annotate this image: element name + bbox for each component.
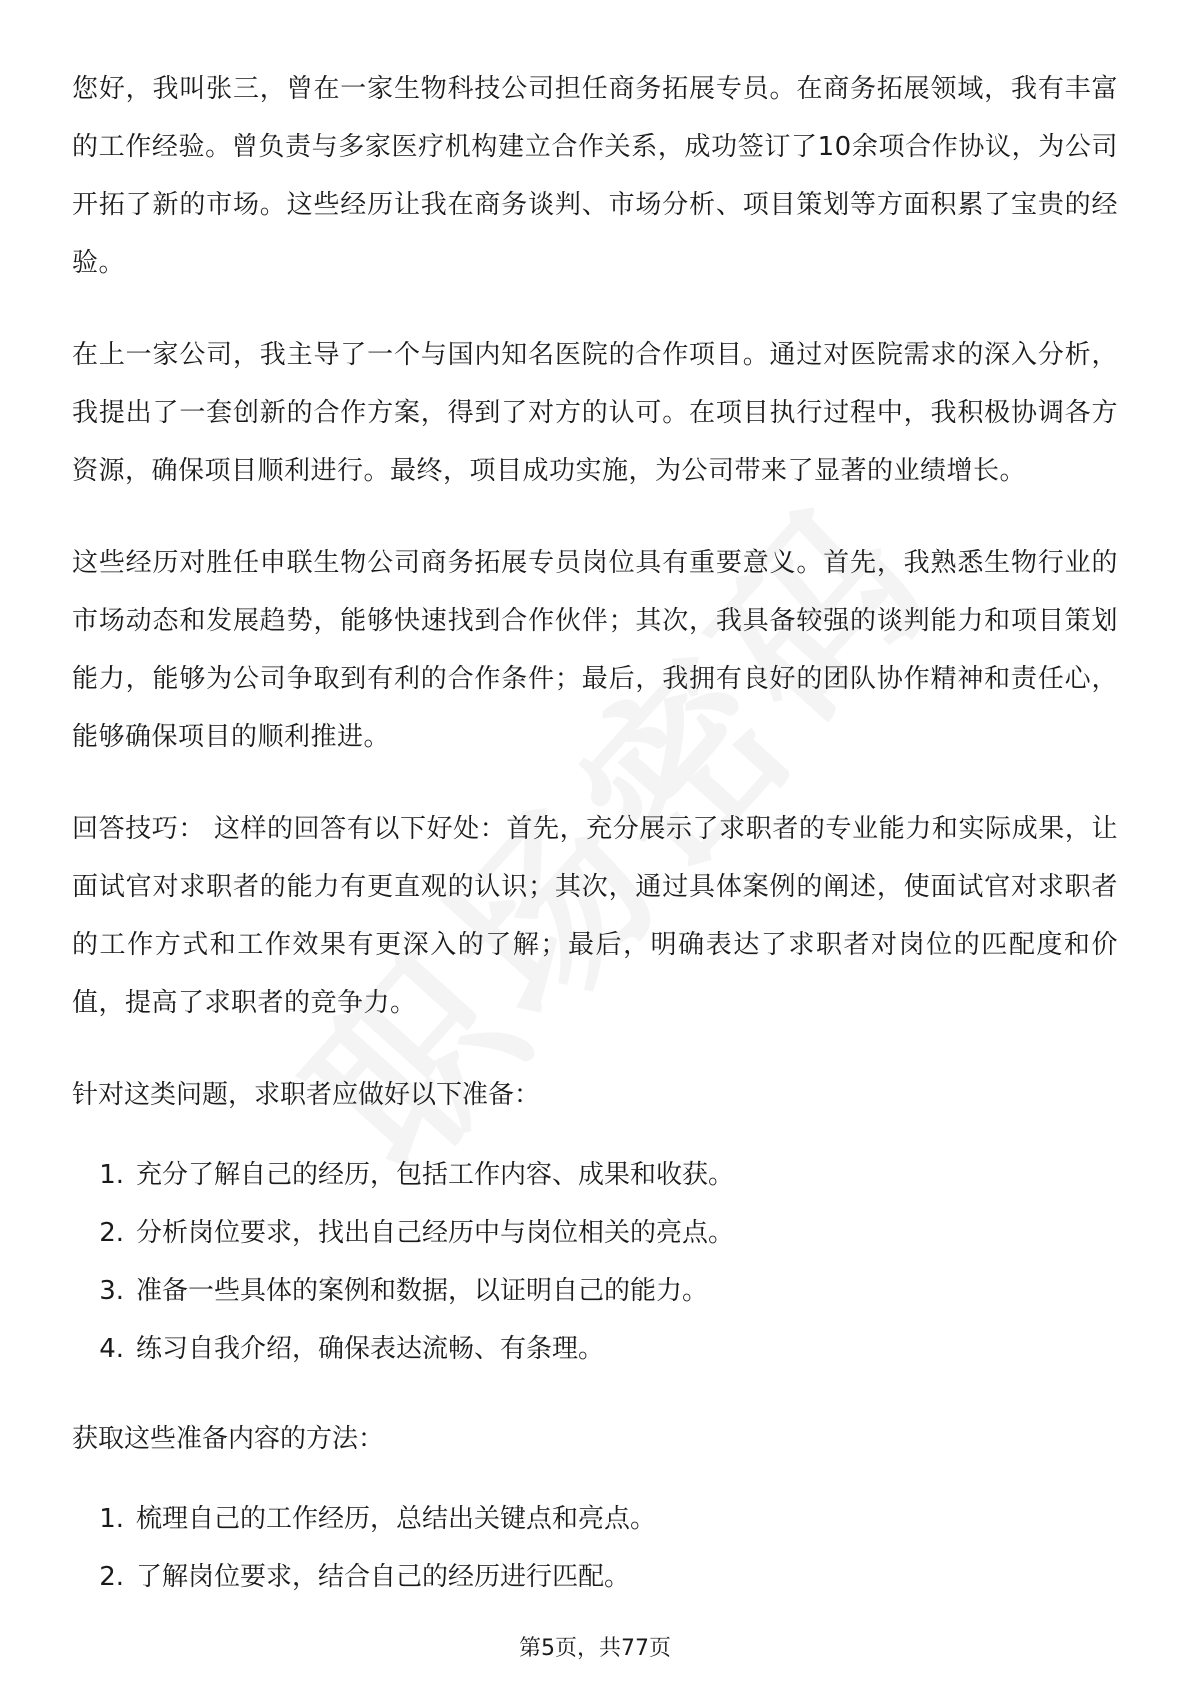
page-content: [72, 60, 1118, 1638]
list-item: [72, 1320, 1118, 1378]
paragraph-project: 在上一家公司，我主导了一个与国内知名医院的合作项目。通过对医院需求的深入分析，我提出了一套创新的合作方案，得到了对方的认可。在项目执行过程中，我积极协调各方资源，确保项目顺利进行。最终，项目成功实施，为公司带来了显著的业绩增长。: [72, 340, 1118, 486]
list-number: 2.: [99, 1562, 124, 1592]
list-text: 准备一些具体的案例和数据，以证明自己的能力。: [136, 1276, 709, 1306]
list-item: [72, 1204, 1118, 1262]
paragraph-relevance: 这些经历对胜任申联生物公司商务拓展专员岗位具有重要意义。首先，我熟悉生物行业的市场动态和发展趋势，能够快速找到合作伙伴；其次，我具备较强的谈判能力和项目策划能力，能够为公司争取到有利的合作条件；最后，我拥有良好的团队协作精神和责任心，能够确保项目的顺利推进。: [72, 548, 1118, 752]
list-item: [72, 1490, 1118, 1548]
method-heading: 获取这些准备内容的方法：: [72, 1424, 385, 1454]
prep-list: [72, 1146, 1118, 1378]
list-number: 4.: [99, 1334, 124, 1364]
paragraph-tips: 回答技巧： 这样的回答有以下好处：首先，充分展示了求职者的专业能力和实际成果，让面试官对求职者的能力有更直观的认识；其次，通过具体案例的阐述，使面试官对求职者的工作方式和工作效果有更深入的了解；最后，明确表达了求职者对岗位的匹配度和价值，提高了求职者的竞争力。: [72, 814, 1118, 1018]
list-number: 1.: [99, 1504, 124, 1534]
list-text: 分析岗位要求，找出自己经历中与岗位相关的亮点。: [136, 1218, 735, 1248]
list-number: 1.: [99, 1160, 124, 1190]
paragraph-intro: 您好，我叫张三，曾在一家生物科技公司担任商务拓展专员。在商务拓展领域，我有丰富的工作经验。曾负责与多家医疗机构建立合作关系，成功签订了10余项合作协议，为公司开拓了新的市场。这些经历让我在商务谈判、市场分析、项目策划等方面积累了宝贵的经验。: [72, 74, 1118, 278]
method-list: [72, 1490, 1118, 1606]
list-item: [72, 1548, 1118, 1606]
prep-heading: 针对这类问题，求职者应做好以下准备：: [72, 1080, 541, 1110]
list-number: 2.: [99, 1218, 124, 1248]
list-text: 充分了解自己的经历，包括工作内容、成果和收获。: [136, 1160, 735, 1190]
list-item: [72, 1146, 1118, 1204]
list-text: 了解岗位要求，结合自己的经历进行匹配。: [136, 1562, 631, 1592]
list-number: 3.: [99, 1276, 124, 1306]
list-text: 练习自我介绍，确保表达流畅、有条理。: [136, 1334, 605, 1364]
page-number-footer: 第5页，共77页: [519, 1636, 671, 1661]
list-item: [72, 1262, 1118, 1320]
list-text: 梳理自己的工作经历，总结出关键点和亮点。: [136, 1504, 657, 1534]
